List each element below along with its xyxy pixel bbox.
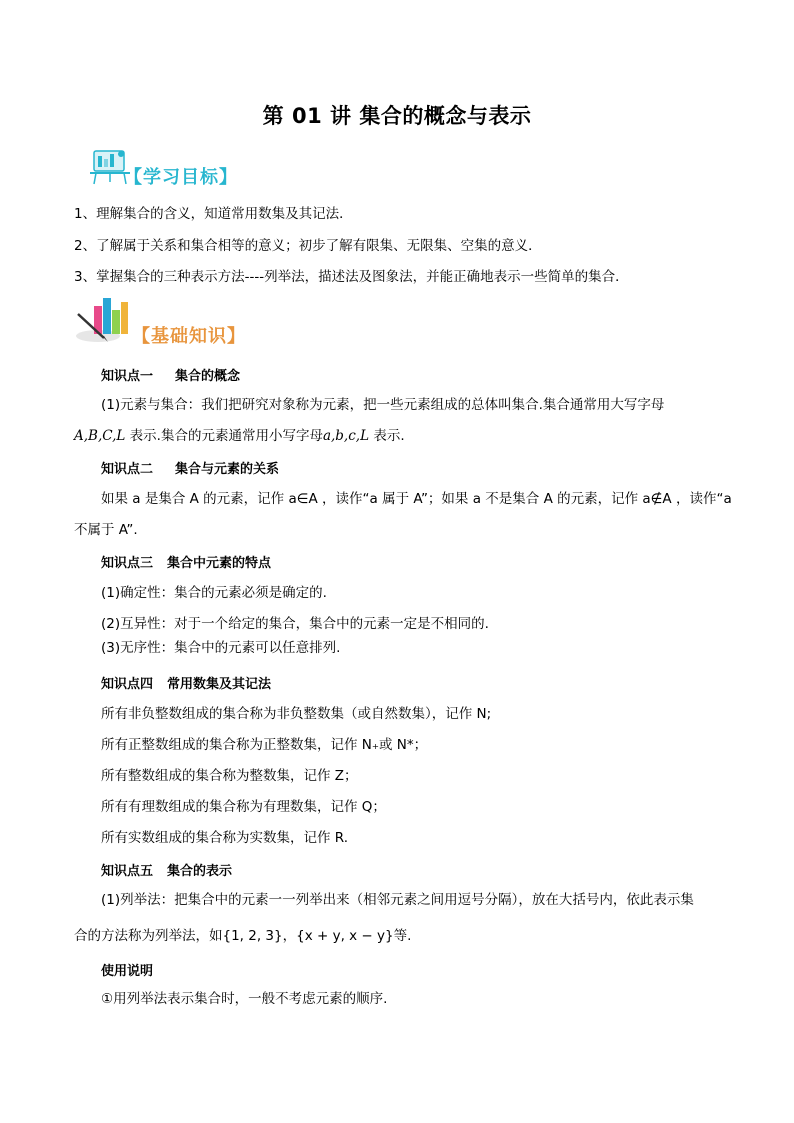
kp2-para-2: 不属于 A”. bbox=[74, 522, 138, 538]
kp3-item-3: (3)无序性：集合中的元素可以任意排列. bbox=[101, 640, 341, 656]
kp5-para-1: (1)列举法：把集合中的元素一一列举出来（相邻元素之间用逗号分隔），放在大括号内，依此表示集 bbox=[101, 892, 694, 908]
kp4-item-1: 所有非负整数组成的集合称为非负整数集（或自然数集），记作 N; bbox=[101, 706, 492, 722]
basics-heading: 【基础知识】 bbox=[132, 326, 246, 347]
kp2-label: 知识点二 bbox=[101, 462, 154, 477]
kp3-title bbox=[101, 552, 271, 571]
kp5-label: 知识点五 bbox=[101, 864, 154, 879]
kp1-title bbox=[101, 365, 240, 384]
kp3-item-1: (1)确定性：集合的元素必须是确定的. bbox=[101, 585, 327, 601]
kp4-item-3: 所有整数组成的集合称为整数集，记作 Z； bbox=[101, 768, 358, 784]
kp2-para-1: 如果 a 是集合 A 的元素，记作 a∈A ，读作“a 属于 A”；如果 a 不是集合 A 的元素，记作 a∉A ，读作“a bbox=[101, 491, 732, 507]
goals-heading: 【学习目标】 bbox=[124, 167, 238, 188]
goal-item-2: 2、了解属于关系和集合相等的意义；初步了解有限集、无限集、空集的意义． bbox=[74, 238, 542, 254]
kp4-item-5: 所有实数组成的集合称为实数集，记作 R. bbox=[101, 830, 348, 846]
goal-item-3: 3、掌握集合的三种表示方法----列举法，描述法及图象法，并能正确地表示一些简单的集合． bbox=[74, 269, 629, 285]
kp3-label: 知识点三 bbox=[101, 556, 154, 571]
kp3-name: 集合中元素的特点 bbox=[167, 556, 272, 571]
kp5-usage-heading: 使用说明 bbox=[101, 964, 154, 979]
kp1-upper-letters: A,B,C,L bbox=[74, 428, 126, 444]
kp1-para-2-text2: 表示. bbox=[369, 428, 405, 444]
goal-item-1: 1、理解集合的含义，知道常用数集及其记法． bbox=[74, 206, 353, 222]
kp3-item-2: (2)互异性：对于一个给定的集合，集合中的元素一定是不相同的. bbox=[101, 616, 489, 632]
kp1-label: 知识点一 bbox=[101, 369, 154, 384]
kp2-name: 集合与元素的关系 bbox=[175, 462, 280, 477]
kp2-title bbox=[101, 458, 279, 477]
kp1-para-1: (1)元素与集合：我们把研究对象称为元素，把一些元素组成的总体叫集合.集合通常用大写字母 bbox=[101, 397, 665, 413]
kp1-para-2-text1: 表示.集合的元素通常用小写字母 bbox=[125, 428, 323, 444]
kp5-title bbox=[101, 860, 232, 879]
kp5-para-2: 合的方法称为列举法，如{1, 2, 3}，{x + y, x − y}等. bbox=[74, 928, 412, 944]
kp5-usage-1: ①用列举法表示集合时，一般不考虑元素的顺序. bbox=[101, 991, 388, 1007]
kp4-label: 知识点四 bbox=[101, 677, 154, 692]
kp4-title bbox=[101, 673, 271, 692]
kp1-name: 集合的概念 bbox=[175, 369, 241, 384]
basics-icon bbox=[74, 292, 130, 344]
kp4-name: 常用数集及其记法 bbox=[167, 677, 272, 692]
kp1-lower-letters: a,b,c,L bbox=[322, 428, 370, 444]
kp4-item-2: 所有正整数组成的集合称为正整数集，记作 N₊或 N*； bbox=[101, 737, 428, 753]
page-title: 第 01 讲 集合的概念与表示 bbox=[262, 104, 532, 128]
kp1-para-2 bbox=[74, 427, 405, 445]
kp5-name: 集合的表示 bbox=[167, 864, 233, 879]
kp4-item-4: 所有有理数组成的集合称为有理数集，记作 Q； bbox=[101, 799, 386, 815]
